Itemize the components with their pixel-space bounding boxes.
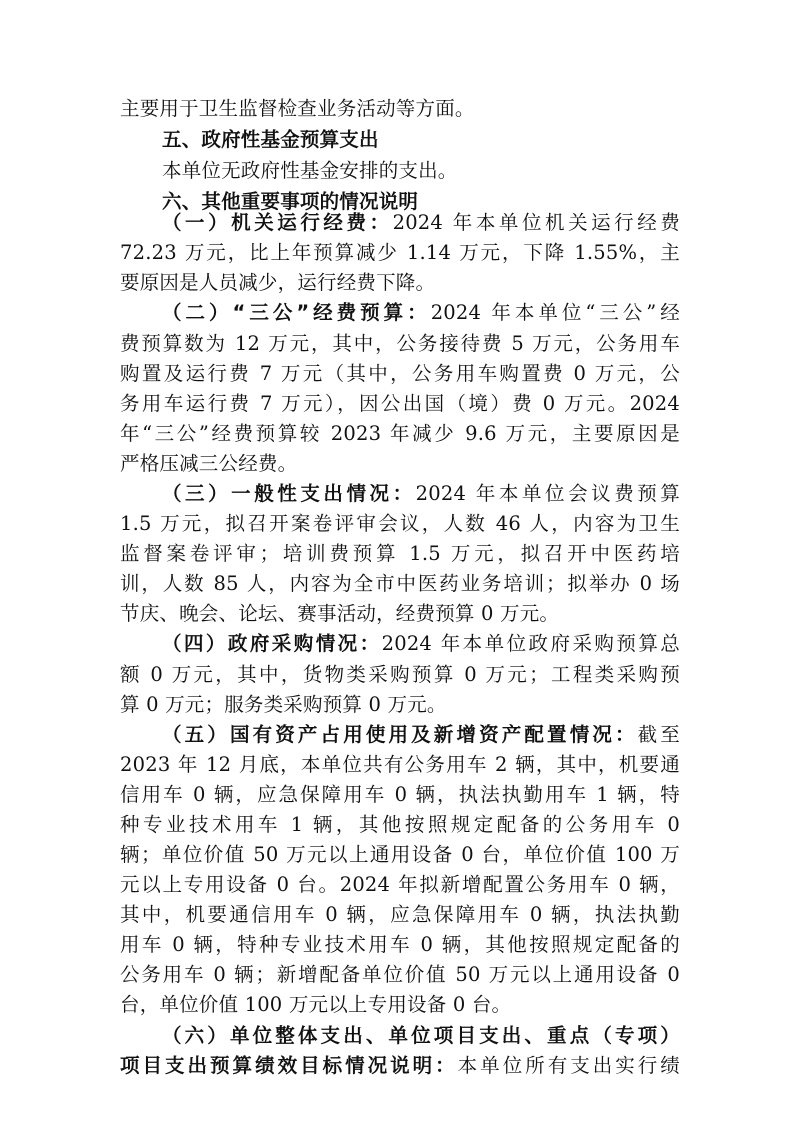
paragraph-line: 台，单位价值 100 万元以上专用设备 0 台。 bbox=[120, 993, 512, 1016]
paragraph-line: 节庆、晚会、论坛、赛事活动，经费预算 0 万元。 bbox=[120, 602, 560, 625]
paragraph-line: 本单位无政府性基金安排的支出。 bbox=[162, 159, 458, 182]
section-heading-6: 六、其他重要事项的情况说明 bbox=[162, 190, 419, 213]
paragraph-line: 种专业技术用车 1 辆，其他按照规定配备的公务用车 0 bbox=[120, 813, 680, 836]
subsection-3-text: 2024 年本单位会议费预算 bbox=[415, 482, 681, 505]
paragraph-line: 算 0 万元；服务类采购预算 0 万元。 bbox=[120, 693, 447, 716]
paragraph-line: 信用车 0 辆，应急保障用车 0 辆，执法执勤用车 1 辆，特 bbox=[120, 783, 680, 806]
paragraph-line: 1.5 万元，拟召开案卷评审会议，人数 46 人，内容为卫生 bbox=[120, 512, 680, 535]
paragraph-line: 主要用于卫生监督检查业务活动等方面。 bbox=[120, 97, 475, 120]
subsection-5-title: （五）国有资产占用使用及新增资产配置情况： bbox=[162, 723, 638, 746]
paragraph-line: 年“三公”经费预算较 2023 年减少 9.6 万元，主要原因是 bbox=[120, 422, 680, 445]
paragraph-line: 严格压减三公经费。 bbox=[120, 452, 298, 475]
subsection-2-title: （二）“三公”经费预算： bbox=[162, 301, 431, 324]
subsection-5-text: 截至 bbox=[637, 723, 681, 746]
subsection-6-text: 本单位所有支出实行绩 bbox=[457, 1054, 680, 1077]
paragraph-line: 监督案卷评审；培训费预算 1.5 万元，拟召开中医药培 bbox=[120, 542, 680, 565]
subsection-6-title: （六）单位整体支出、单位项目支出、重点（专项） bbox=[162, 1024, 680, 1047]
subsection-4-title: （四）政府采购情况： bbox=[162, 632, 382, 655]
subsection-1-text: 2024 年本单位机关运行经费 bbox=[392, 211, 680, 234]
subsection-6-title-cont: 项目支出预算绩效目标情况说明： bbox=[120, 1054, 458, 1077]
paragraph-line: 额 0 万元，其中，货物类采购预算 0 万元；工程类采购预 bbox=[120, 663, 680, 686]
subsection-3-title: （三）一般性支出情况： bbox=[162, 482, 416, 505]
section-heading-5: 五、政府性基金预算支出 bbox=[162, 128, 379, 151]
paragraph-line: 要原因是人员减少，运行经费下降。 bbox=[120, 271, 436, 294]
subsection-4-first-line bbox=[162, 629, 680, 659]
paragraph-line: 务用车运行费 7 万元），因公出国（境）费 0 万元。2024 bbox=[120, 392, 680, 415]
paragraph-line: 2023 年 12 月底，本单位共有公务用车 2 辆，其中，机要通 bbox=[120, 753, 680, 776]
subsection-1-title: （一）机关运行经费： bbox=[162, 211, 393, 234]
paragraph-line: 其中，机要通信用车 0 辆，应急保障用车 0 辆，执法执勤 bbox=[120, 903, 680, 926]
paragraph-line: 公务用车 0 辆；新增配备单位价值 50 万元以上通用设备 0 bbox=[120, 963, 680, 986]
subsection-6-second-line bbox=[120, 1051, 680, 1081]
subsection-4-text: 2024 年本单位政府采购预算总 bbox=[381, 632, 680, 655]
paragraph-line: 购置及运行费 7 万元（其中，公务用车购置费 0 万元，公 bbox=[120, 362, 680, 385]
paragraph-line: 训，人数 85 人，内容为全市中医药业务培训；拟举办 0 场 bbox=[120, 572, 680, 595]
paragraph-line: 用车 0 辆，特种专业技术用车 0 辆，其他按照规定配备的 bbox=[120, 933, 680, 956]
subsection-5-first-line bbox=[162, 720, 680, 750]
subsection-2-first-line bbox=[162, 298, 680, 328]
subsection-1-first-line bbox=[162, 208, 680, 238]
paragraph-line: 辆；单位价值 50 万元以上通用设备 0 台，单位价值 100 万 bbox=[120, 843, 680, 866]
subsection-3-first-line bbox=[162, 479, 680, 509]
paragraph-line: 元以上专用设备 0 台。2024 年拟新增配置公务用车 0 辆， bbox=[120, 873, 680, 896]
subsection-2-text: 2024 年本单位“三公”经 bbox=[430, 301, 680, 324]
paragraph-line: 费预算数为 12 万元，其中，公务接待费 5 万元，公务用车 bbox=[120, 332, 680, 355]
paragraph-line: 72.23 万元，比上年预算减少 1.14 万元，下降 1.55%，主 bbox=[120, 241, 680, 264]
